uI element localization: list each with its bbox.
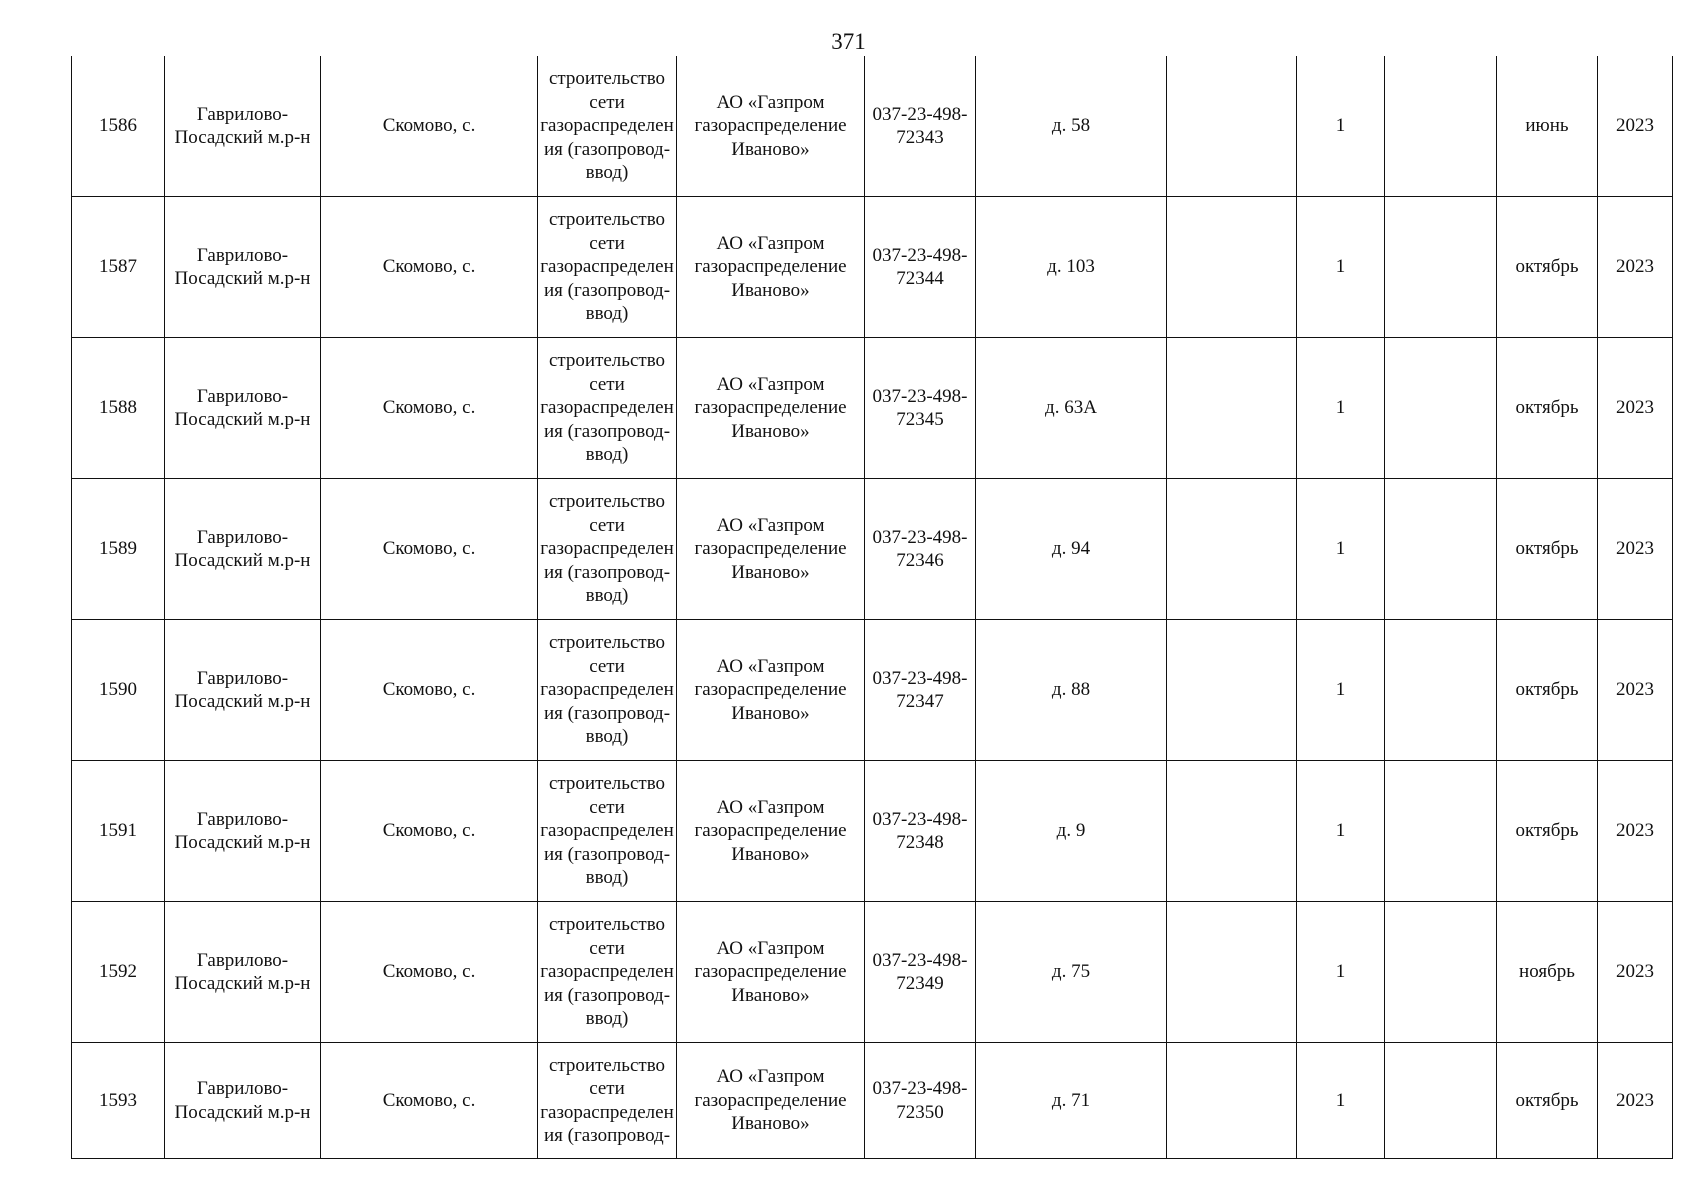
cell-year: 2023 (1598, 56, 1673, 197)
page-number: 371 (831, 29, 866, 54)
cell-empty-column-10 (1385, 902, 1497, 1043)
work-type-text: строительство сети газораспределения (газопровод-ввод) (540, 632, 674, 748)
cell-month: октябрь (1497, 761, 1598, 902)
cell-empty-column-8 (1167, 1043, 1297, 1159)
cell-empty-column-10 (1385, 197, 1497, 338)
work-type-text: строительство сети газораспределения (газопровод-ввод) (540, 773, 674, 889)
cell-organization: АО «Газпром газораспределение Иваново» (677, 56, 865, 197)
cell-empty-column-8 (1167, 338, 1297, 479)
cell-registration-code: 037-23-498-72350 (865, 1043, 976, 1159)
cell-registration-code: 037-23-498-72345 (865, 338, 976, 479)
cell-year: 2023 (1598, 620, 1673, 761)
cell-row-number: 1592 (72, 902, 165, 1043)
cell-empty-column-10 (1385, 338, 1497, 479)
cell-empty-column-8 (1167, 902, 1297, 1043)
cell-empty-column-8 (1167, 56, 1297, 197)
cell-organization: АО «Газпром газораспределение Иваново» (677, 197, 865, 338)
cell-year: 2023 (1598, 902, 1673, 1043)
cell-organization: АО «Газпром газораспределение Иваново» (677, 902, 865, 1043)
register-table-wrapper (71, 56, 1673, 1159)
cell-month: октябрь (1497, 197, 1598, 338)
work-type-text: строительство сети газораспределения (газопровод-ввод) (540, 209, 674, 325)
work-type-text: строительство сети газораспределения (газопровод-ввод) (540, 491, 674, 607)
cell-address: д. 9 (976, 761, 1167, 902)
cell-locality: Скомово, с. (321, 338, 538, 479)
cell-work-type (538, 197, 677, 338)
cell-locality: Скомово, с. (321, 902, 538, 1043)
work-type-text: строительство сети газораспределения (газопровод- (540, 1054, 674, 1146)
cell-row-number: 1587 (72, 197, 165, 338)
cell-month: июнь (1497, 56, 1598, 197)
register-table (71, 56, 1673, 1159)
cell-row-number: 1586 (72, 56, 165, 197)
cell-year: 2023 (1598, 1043, 1673, 1159)
cell-registration-code: 037-23-498-72343 (865, 56, 976, 197)
cell-work-type (538, 1043, 677, 1159)
cell-month: октябрь (1497, 1043, 1598, 1159)
cell-empty-column-10 (1385, 56, 1497, 197)
cell-month: октябрь (1497, 338, 1598, 479)
cell-empty-column-8 (1167, 479, 1297, 620)
cell-locality: Скомово, с. (321, 479, 538, 620)
cell-address: д. 58 (976, 56, 1167, 197)
cell-district: Гаврилово-Посадский м.р-н (165, 620, 321, 761)
cell-year: 2023 (1598, 197, 1673, 338)
cell-registration-code: 037-23-498-72347 (865, 620, 976, 761)
cell-locality: Скомово, с. (321, 620, 538, 761)
cell-year: 2023 (1598, 338, 1673, 479)
cell-locality: Скомово, с. (321, 197, 538, 338)
cell-registration-code: 037-23-498-72348 (865, 761, 976, 902)
cell-row-number: 1591 (72, 761, 165, 902)
table-row (72, 1043, 1673, 1159)
cell-quantity: 1 (1297, 479, 1385, 620)
cell-address: д. 63А (976, 338, 1167, 479)
cell-district: Гаврилово-Посадский м.р-н (165, 1043, 321, 1159)
cell-empty-column-10 (1385, 1043, 1497, 1159)
cell-address: д. 94 (976, 479, 1167, 620)
cell-address: д. 75 (976, 902, 1167, 1043)
cell-organization: АО «Газпром газораспределение Иваново» (677, 479, 865, 620)
cell-registration-code: 037-23-498-72349 (865, 902, 976, 1043)
cell-address: д. 71 (976, 1043, 1167, 1159)
cell-empty-column-10 (1385, 620, 1497, 761)
cell-year: 2023 (1598, 761, 1673, 902)
cell-month: октябрь (1497, 479, 1598, 620)
work-type-text: строительство сети газораспределения (газопровод-ввод) (540, 914, 674, 1030)
cell-work-type (538, 620, 677, 761)
register-table-body (72, 56, 1673, 1159)
table-row (72, 620, 1673, 761)
cell-empty-column-8 (1167, 761, 1297, 902)
table-row (72, 338, 1673, 479)
cell-address: д. 88 (976, 620, 1167, 761)
cell-row-number: 1589 (72, 479, 165, 620)
cell-district: Гаврилово-Посадский м.р-н (165, 338, 321, 479)
cell-work-type (538, 56, 677, 197)
cell-month: ноябрь (1497, 902, 1598, 1043)
cell-row-number: 1593 (72, 1043, 165, 1159)
table-row (72, 479, 1673, 620)
table-row (72, 761, 1673, 902)
cell-district: Гаврилово-Посадский м.р-н (165, 902, 321, 1043)
cell-locality: Скомово, с. (321, 761, 538, 902)
work-type-text: строительство сети газораспределения (газопровод-ввод) (540, 68, 674, 184)
cell-work-type (538, 338, 677, 479)
cell-quantity: 1 (1297, 620, 1385, 761)
cell-organization: АО «Газпром газораспределение Иваново» (677, 761, 865, 902)
cell-organization: АО «Газпром газораспределение Иваново» (677, 1043, 865, 1159)
cell-year: 2023 (1598, 479, 1673, 620)
cell-row-number: 1588 (72, 338, 165, 479)
table-row (72, 56, 1673, 197)
cell-work-type (538, 902, 677, 1043)
cell-district: Гаврилово-Посадский м.р-н (165, 56, 321, 197)
cell-row-number: 1590 (72, 620, 165, 761)
cell-quantity: 1 (1297, 197, 1385, 338)
cell-work-type (538, 761, 677, 902)
cell-locality: Скомово, с. (321, 56, 538, 197)
cell-locality: Скомово, с. (321, 1043, 538, 1159)
cell-quantity: 1 (1297, 338, 1385, 479)
cell-month: октябрь (1497, 620, 1598, 761)
cell-quantity: 1 (1297, 902, 1385, 1043)
cell-organization: АО «Газпром газораспределение Иваново» (677, 620, 865, 761)
cell-registration-code: 037-23-498-72346 (865, 479, 976, 620)
cell-quantity: 1 (1297, 1043, 1385, 1159)
cell-empty-column-8 (1167, 197, 1297, 338)
cell-quantity: 1 (1297, 56, 1385, 197)
cell-work-type (538, 479, 677, 620)
cell-quantity: 1 (1297, 761, 1385, 902)
work-type-text: строительство сети газораспределения (газопровод-ввод) (540, 350, 674, 466)
cell-registration-code: 037-23-498-72344 (865, 197, 976, 338)
cell-empty-column-10 (1385, 479, 1497, 620)
cell-empty-column-8 (1167, 620, 1297, 761)
table-row (72, 902, 1673, 1043)
table-row (72, 197, 1673, 338)
cell-empty-column-10 (1385, 761, 1497, 902)
cell-district: Гаврилово-Посадский м.р-н (165, 479, 321, 620)
cell-district: Гаврилово-Посадский м.р-н (165, 761, 321, 902)
cell-address: д. 103 (976, 197, 1167, 338)
cell-district: Гаврилово-Посадский м.р-н (165, 197, 321, 338)
cell-organization: АО «Газпром газораспределение Иваново» (677, 338, 865, 479)
